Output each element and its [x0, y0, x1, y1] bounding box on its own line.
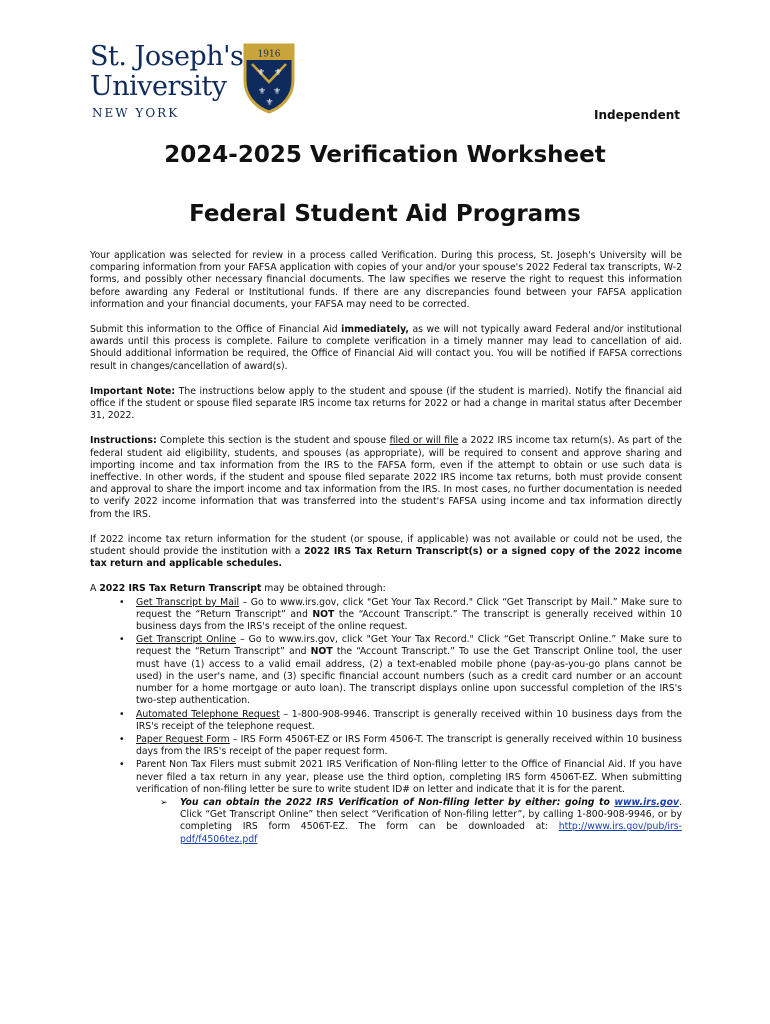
intro-paragraph: Your application was selected for review in a process called Verification. During this process, St. Joseph's University will be comparing information from your FAFSA application with copies of your and/or your spouse's 2022 Federal tax transcripts, W-2 forms, and possibly other necessary financial documents. The law specifies we reserve the right to request this information before awarding any Federal or Institutional funds. If there are any discrepancies found between your FAFSA application information and your financial documents, your FAFSA may need to be corrected.	[90, 250, 682, 310]
logo-line-1: St. Joseph's	[90, 41, 244, 72]
important-note-paragraph: Important Note: The instructions below apply to the student and spouse (if the student is married). Notify the financial aid office if the student or spouse filed separate IRS income tax returns for 2022 or had a change in marital status after December 31, 2022.	[90, 385, 682, 422]
shield-icon	[242, 42, 296, 114]
list-item: • Parent Non Tax Filers must submit 2021 IRS Verification of Non-filing letter to the Office of Financial Aid. If you have never filed a tax return in any year, please use the third option, completing IRS form 4506T-EZ. When submitting verification of non-filing letter be sure to write student ID# on letter and indicate that it is for the parent. ➢ You can obtain the 2022 IRS Verification of Non-filing letter by either: going to www.irs.gov. Click “Get Transcript Online” then select “Verification of Non-filing letter”, by calling 1-800-908-9946, or by completing IRS form 4506T-EZ. The form can be downloaded at: http://www.irs.gov/pub/irs-pdf/f4506tez.pdf	[136, 759, 682, 845]
form-4506tez-link[interactable]: http://www.irs.gov/pub/irs-pdf/f4506tez.pdf	[180, 821, 682, 845]
irs-gov-link[interactable]: www.irs.gov	[614, 796, 680, 808]
svg-text:⚜: ⚜	[265, 98, 274, 108]
university-logo	[90, 42, 310, 124]
page-title: 2024-2025 Verification Worksheet	[164, 142, 606, 168]
svg-text:⚜: ⚜	[274, 68, 283, 78]
non-filing-sub-item: ➢ You can obtain the 2022 IRS Verification of Non-filing letter by either: going to www.irs.gov. Click “Get Transcript Online” then select “Verification of Non-filing letter”, by calling 1-800-908-9946, or by completing IRS form 4506T-EZ. The form can be downloaded at: http://www.irs.gov/pub/irs-pdf/f4506tez.pdf	[160, 796, 682, 845]
transcript-requirement-paragraph: If 2022 income tax return information for the student (or spouse, if applicable) was not available or could not be used, the student should provide the institution with a 2022 IRS Tax Return Transcript(s) or a signed copy of the 2022 income tax return and applicable schedules.	[90, 533, 682, 570]
svg-text:⚜: ⚜	[273, 87, 282, 97]
submit-paragraph: Submit this information to the Office of Financial Aid immediately, as we will not typically award Federal and/or institutional awards until this process is complete. Failure to complete verification in a timely manner may lead to cancellation of aid. Should additional information be required, the Office of Financial Aid will contact you. You will be notified if FAFSA corrections result in changes/cancellation of award(s).	[90, 324, 682, 372]
list-item: • Get Transcript by Mail – Go to www.irs.gov, click "Get Your Tax Record." Click “Get Transcript by Mail.” Make sure to request the “Return Transcript” and NOT the “Account Transcript.” The transcript is generally received within 10 business days from the IRS's receipt of the online request.	[136, 597, 682, 634]
page-subtitle: Federal Student Aid Programs	[189, 201, 581, 227]
list-item: • Automated Telephone Request – 1-800-908-9946. Transcript is generally received within 10 business days from the IRS's receipt of the telephone request.	[136, 709, 682, 733]
logo-line-3: NEW YORK	[92, 106, 180, 120]
list-item: • Paper Request Form – IRS Form 4506T-EZ or IRS Form 4506-T. The transcript is generally received within 10 business days from the IRS's receipt of the paper request form.	[136, 734, 682, 758]
list-item: • Get Transcript Online – Go to www.irs.gov, click "Get Your Tax Record." Click “Get Transcript Online.” Make sure to request the “Return Transcript” and NOT the “Account Transcript.” To use the Get Transcript Online tool, the user must have (1) access to a valid email address, (2) a text-enabled mobile phone (pay-as-you-go plans cannot be used) in the user's name, and (3) specific financial account numbers (such as a credit card number or an account number for a home mortgage or auto loan). The transcript displays online upon successful completion of the IRS's two-step authentication.	[136, 634, 682, 707]
status-label: Independent	[593, 108, 680, 122]
transcript-list-intro: A 2022 IRS Tax Return Transcript may be obtained through:	[90, 583, 386, 595]
logo-line-2: University	[90, 71, 227, 102]
svg-text:⚜: ⚜	[258, 87, 267, 97]
shield-year: 1916	[257, 49, 281, 60]
svg-text:⚜: ⚜	[257, 68, 266, 78]
instructions-paragraph: Instructions: Complete this section is the student and spouse filed or will file a 2022 IRS income tax return(s). As part of the federal student aid eligibility, students, and spouses (as appropriate), will be required to consent and approve sharing and importing income and tax information from the IRS to the FAFSA form, even if the attempt to obtain or use such data is ineffective. In other words, if the student and spouse filed separate 2022 IRS income tax returns, both must provide consent and approval to share the import income and tax information from the IRS. In most cases, no further documentation is needed to verify 2022 income information that was transferred into the student's FAFSA using income and tax information directly from the IRS.	[90, 435, 683, 520]
arrow-bullet-icon: ➢	[160, 797, 168, 808]
transcript-options-list	[90, 597, 682, 846]
document-body	[90, 250, 682, 847]
